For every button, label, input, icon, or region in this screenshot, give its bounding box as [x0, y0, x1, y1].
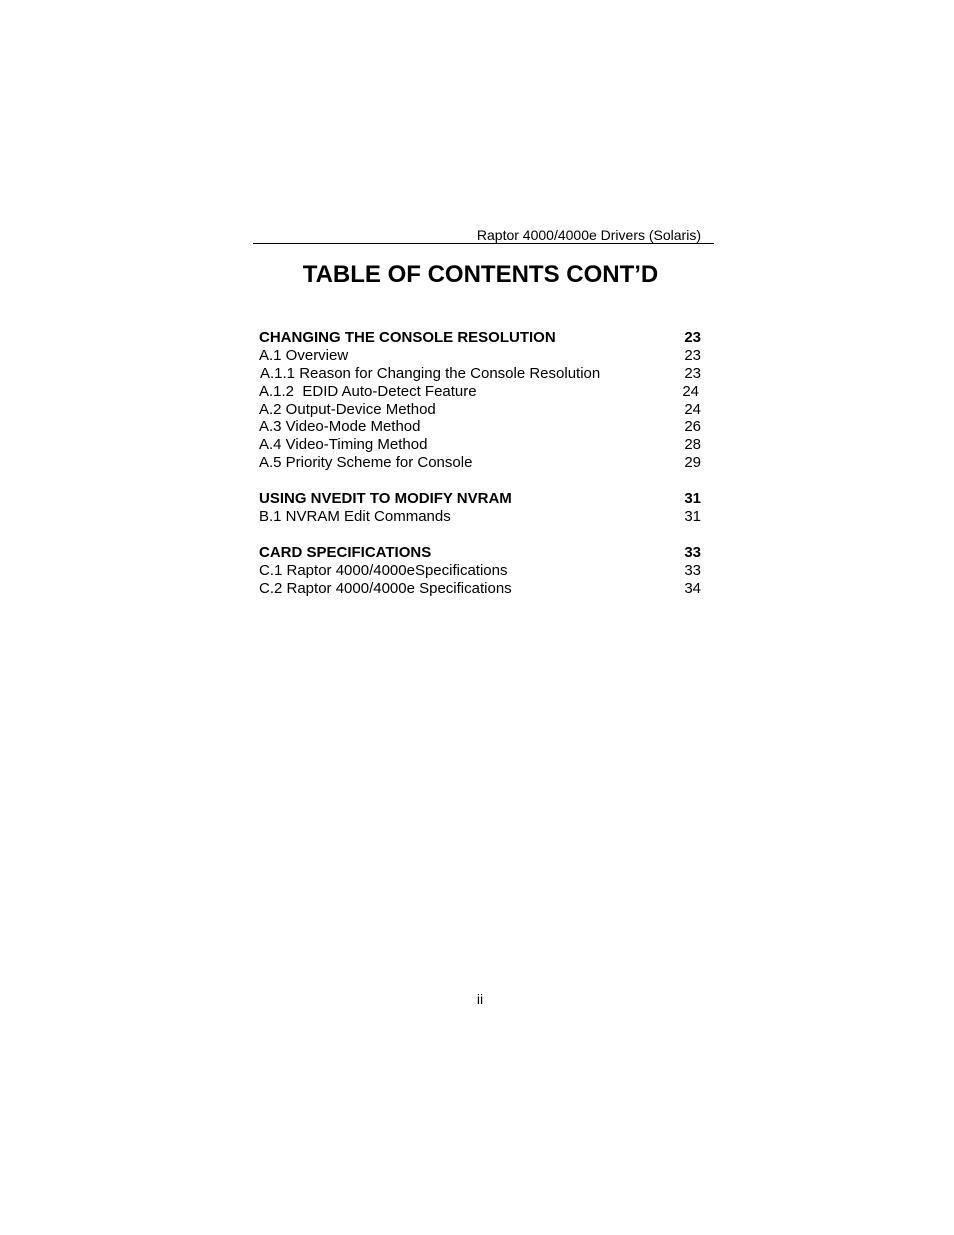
toc-entry-label: A.4 Video-Timing Method — [259, 436, 428, 454]
toc-entry-label: A.1.2 EDID Auto-Detect Feature — [259, 382, 477, 400]
toc-entry-label: C.1 Raptor 4000/4000eSpecifications — [259, 561, 508, 579]
toc-entry[interactable] — [259, 347, 701, 365]
toc-entry-page: 28 — [684, 436, 701, 454]
toc-heading-page: 23 — [684, 329, 701, 346]
toc-entry[interactable] — [259, 454, 701, 472]
toc-entry-label: A.3 Video-Mode Method — [259, 418, 421, 436]
toc-entry-page: 29 — [684, 454, 701, 472]
toc-entry[interactable] — [259, 383, 701, 401]
table-of-contents — [259, 329, 701, 616]
page-number: ii — [476, 991, 484, 1007]
toc-entry-label: C.2 Raptor 4000/4000e Specifications — [259, 579, 512, 597]
toc-entry-page: 31 — [684, 508, 701, 526]
toc-section-nvedit — [259, 490, 701, 526]
toc-heading-page: 33 — [684, 543, 701, 561]
running-header: Raptor 4000/4000e Drivers (Solaris) — [476, 227, 701, 243]
toc-heading-label: USING NVEDIT TO MODIFY NVRAM — [259, 490, 512, 508]
toc-entry[interactable] — [259, 562, 701, 580]
toc-entry[interactable] — [259, 436, 701, 454]
toc-heading-label: CARD SPECIFICATIONS — [259, 543, 432, 561]
toc-entry[interactable] — [259, 508, 701, 526]
toc-entry-label: B.1 NVRAM Edit Commands — [259, 508, 451, 526]
toc-entry-label: A.1.1 Reason for Changing the Console Resolution — [260, 364, 601, 382]
toc-heading-page: 31 — [684, 490, 701, 508]
toc-section-card-specifications — [259, 544, 701, 598]
toc-entry-page: 24 — [684, 400, 701, 418]
page-title: TABLE OF CONTENTS CONT’D — [302, 261, 659, 288]
toc-heading[interactable] — [259, 490, 701, 508]
toc-heading[interactable] — [259, 544, 701, 562]
toc-entry-label: A.2 Output-Device Method — [259, 400, 436, 418]
toc-entry-page: 26 — [684, 418, 701, 436]
header-rule — [253, 243, 714, 244]
toc-entry-page: 33 — [684, 561, 701, 579]
toc-entry[interactable] — [259, 418, 701, 436]
toc-heading[interactable] — [259, 329, 701, 347]
toc-entry-label: A.5 Priority Scheme for Console — [259, 454, 473, 472]
toc-entry[interactable] — [259, 580, 701, 598]
toc-entry-page: 24 — [682, 382, 699, 400]
toc-entry-label: A.1 Overview — [259, 346, 349, 364]
toc-entry[interactable] — [259, 365, 701, 383]
toc-heading-label: CHANGING THE CONSOLE RESOLUTION — [259, 329, 556, 346]
toc-entry-page: 23 — [684, 364, 701, 382]
toc-entry-page: 23 — [684, 346, 701, 364]
toc-entry-page: 34 — [684, 579, 701, 597]
toc-section-console-resolution — [259, 329, 701, 472]
toc-entry[interactable] — [259, 401, 701, 419]
